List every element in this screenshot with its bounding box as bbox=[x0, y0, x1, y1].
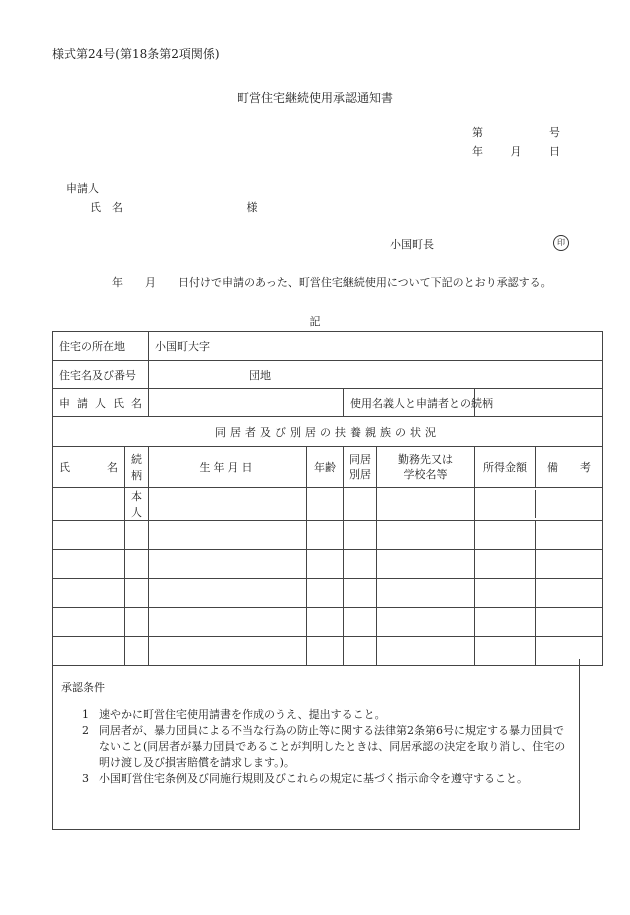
cell-age[interactable] bbox=[307, 521, 344, 550]
condition-text: 速やかに町営住宅使用請書を作成のうえ、提出すること。 bbox=[99, 708, 386, 721]
cell-work[interactable] bbox=[377, 608, 475, 637]
condition-item bbox=[61, 771, 566, 787]
relation-value[interactable] bbox=[475, 389, 603, 417]
cell-age[interactable] bbox=[307, 608, 344, 637]
cell-cohab[interactable] bbox=[344, 608, 377, 637]
cell-relation: 本人 bbox=[125, 488, 149, 521]
location-label: 住宅の所在地 bbox=[59, 340, 125, 353]
cell-name[interactable] bbox=[53, 488, 125, 521]
table-row bbox=[53, 521, 603, 550]
relation-label-cell bbox=[344, 389, 493, 417]
cell-work[interactable] bbox=[377, 550, 475, 579]
cell-name[interactable] bbox=[53, 579, 125, 608]
header-income: 所得金額 bbox=[475, 447, 536, 487]
document-number bbox=[472, 124, 560, 140]
cell-relation[interactable] bbox=[125, 579, 149, 608]
cell-birth[interactable] bbox=[149, 521, 307, 550]
header-cohab: 同居 別居 bbox=[344, 447, 377, 488]
header-birth: 生年月日 bbox=[149, 447, 307, 488]
date-month: 月 bbox=[510, 145, 522, 158]
location-label-cell bbox=[53, 332, 149, 361]
cell-income-remarks[interactable] bbox=[475, 550, 603, 579]
housing-value-cell[interactable] bbox=[149, 361, 603, 389]
cell-cohab[interactable] bbox=[344, 521, 377, 550]
cell-income-remarks[interactable] bbox=[475, 521, 603, 550]
applicant-label: 申請人 bbox=[66, 182, 99, 195]
relation-label: 使用名義人と申請者との続柄 bbox=[350, 396, 493, 410]
cell-income-remarks[interactable] bbox=[475, 579, 603, 608]
cell-birth[interactable] bbox=[149, 550, 307, 579]
cell-birth[interactable] bbox=[149, 608, 307, 637]
section-title-cell bbox=[53, 417, 603, 447]
cell-age[interactable] bbox=[307, 488, 344, 521]
housing-label: 住宅名及び番号 bbox=[59, 368, 136, 382]
table-row bbox=[53, 550, 603, 579]
cell-work[interactable] bbox=[377, 579, 475, 608]
location-value: 小国町大字 bbox=[155, 340, 210, 353]
cell-relation[interactable] bbox=[125, 550, 149, 579]
cell-relation[interactable] bbox=[125, 521, 149, 550]
cell-name[interactable] bbox=[53, 521, 125, 550]
ki-heading: 記 bbox=[309, 315, 321, 328]
cell-income-remarks[interactable] bbox=[475, 608, 603, 637]
conditions-list bbox=[61, 707, 566, 787]
date-year: 年 bbox=[472, 145, 483, 158]
housing-label-cell bbox=[53, 361, 149, 389]
condition-text: 小国町営住宅条例及び同施行規則及びこれらの規定に基づく指示命令を遵守すること。 bbox=[99, 772, 528, 785]
condition-item bbox=[61, 707, 566, 723]
details-table bbox=[52, 331, 603, 666]
table-row bbox=[53, 579, 603, 608]
row-applicant bbox=[53, 389, 603, 417]
table-row bbox=[53, 488, 603, 521]
cell-name[interactable] bbox=[53, 550, 125, 579]
applicant-name-label: 申請人氏名 bbox=[59, 396, 142, 410]
cell-income-remarks[interactable] bbox=[475, 488, 603, 521]
table-row bbox=[53, 608, 603, 637]
condition-item bbox=[61, 723, 566, 771]
row-housing bbox=[53, 361, 603, 389]
applicant-name-row bbox=[90, 199, 258, 215]
section-title: 同居者及び別居の扶養親族の状況 bbox=[215, 425, 440, 439]
row-location bbox=[53, 332, 603, 361]
header-income-remarks bbox=[475, 447, 603, 488]
cell-age[interactable] bbox=[307, 550, 344, 579]
condition-number: 3 bbox=[82, 772, 89, 785]
header-age: 年齢 bbox=[307, 447, 344, 488]
date-day: 日 bbox=[549, 145, 560, 158]
document-title: 町営住宅継続使用承認通知書 bbox=[236, 91, 393, 105]
cell-cohab[interactable] bbox=[344, 488, 377, 521]
form-number: 様式第24号(第18条第2項関係) bbox=[52, 47, 220, 61]
cell-birth[interactable] bbox=[149, 488, 307, 521]
row-section-title bbox=[53, 417, 603, 447]
cell-relation[interactable] bbox=[125, 608, 149, 637]
condition-number: 2 bbox=[82, 724, 89, 737]
issue-date bbox=[472, 143, 560, 159]
number-prefix: 第 bbox=[472, 126, 483, 139]
applicant-name-label-cell bbox=[53, 389, 149, 417]
number-suffix: 号 bbox=[549, 126, 560, 139]
row-headers bbox=[53, 447, 603, 488]
cell-birth[interactable] bbox=[149, 579, 307, 608]
applicant-name-value[interactable] bbox=[149, 389, 344, 417]
conditions-box bbox=[52, 659, 580, 830]
cell-cohab[interactable] bbox=[344, 579, 377, 608]
header-work: 勤務先又は 学校名等 bbox=[377, 447, 475, 488]
cell-work[interactable] bbox=[377, 488, 475, 521]
cell-age[interactable] bbox=[307, 579, 344, 608]
honorific: 様 bbox=[246, 201, 258, 214]
location-value-cell[interactable] bbox=[149, 332, 603, 361]
condition-text: 同居者が、暴力団員による不当な行為の防止等に関する法律第2条第6号に規定する暴力団員でないこと(同居者が暴力団員であることが判明したときは、同居承認の決定を取り消し、住宅の明け渡し及び損害賠償を請求します。)。 bbox=[99, 724, 566, 769]
mayor-title: 小国町長 bbox=[390, 238, 434, 251]
conditions-title: 承認条件 bbox=[61, 681, 105, 694]
cell-name[interactable] bbox=[53, 608, 125, 637]
header-relation: 続柄 bbox=[125, 447, 149, 488]
notice-text: 年 月 日付けで申請のあった、町営住宅継続使用について下記のとおり承認する。 bbox=[112, 276, 552, 289]
name-label: 氏 名 bbox=[90, 201, 123, 214]
condition-number: 1 bbox=[82, 708, 89, 721]
header-remarks: 備 考 bbox=[547, 461, 591, 474]
cell-cohab[interactable] bbox=[344, 550, 377, 579]
seal-mark: 印 bbox=[553, 235, 569, 251]
cell-work[interactable] bbox=[377, 521, 475, 550]
housing-value: 団地 bbox=[249, 368, 271, 382]
header-name: 氏 名 bbox=[53, 447, 125, 488]
